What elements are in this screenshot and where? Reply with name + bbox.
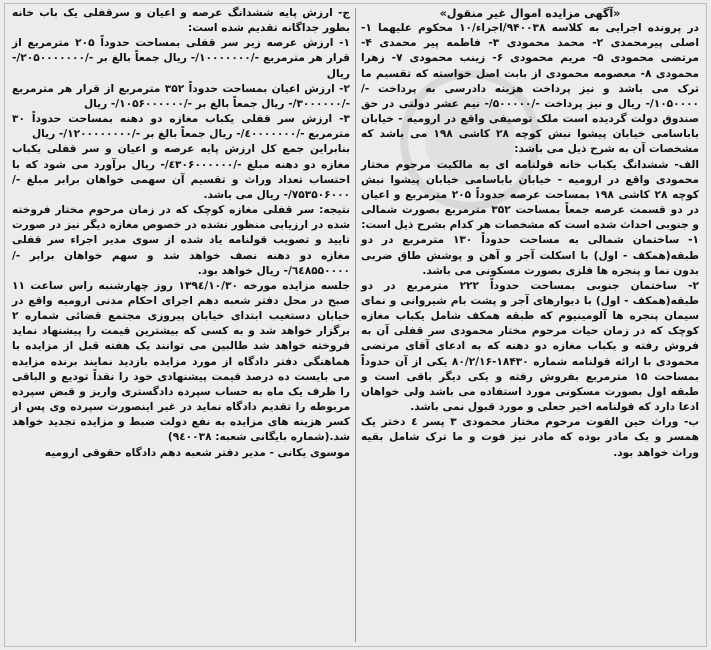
signature-line: موسوی یکانی - مدیر دفتر شعبه دهم دادگاه حقوقی ارومیه: [44, 446, 351, 459]
land-value-paragraph: ۱- ارزش عرصه زیر سر قفلی بمساحت حدوداً ۲۰۵ مترمربع از قرار هر مترمربع -/۱۰۰۰۰۰۰۰/- ریال جمعاً بالغ بر -/۲۰۵۰۰۰۰۰۰۰/- ریال: [12, 37, 351, 80]
result-paragraph: نتیجه: سر قفلی مغازه کوچک که در زمان مرحوم مختار فروخته شده در ارزیابی منظور نشده در خصوص مغازه دیگر نیز در صورت تایید و تصویب قولنامه یاد شده از سوی مدیر اجراء سر قفلی مغازه دو دهنه نصف خواهد شد و سهم خواهان برابر -/٦٤۸۵۵۰۰۰۰/- ریال خواهد بود.: [12, 204, 351, 277]
property-description-paragraph: الف- ششدانگ یکباب خانه قولنامه ای به مالکیت مرحوم مختار محمودی واقع در ارومیه - خیابان باباسامی خیابان پیشوا نبش کوچه ۲۸ کاشی ۱۹۸ بمساحت عرصه حدوداً ۲۰۵ مترمربع و اعیان در دو قسمت عرصه جمعاً بمساحت ۳۵۲ مترمربع بصورت شمالی و جنوبی احداث شده است که مشخصات هر کدام بشرح ذیل است:: [361, 158, 700, 232]
north-building-paragraph: ۱- ساختمان شمالی به مساحت حدوداً ۱۳۰ مترمربع در دو طبقه(همکف - اول) با اسکلت آجر و آهن و پوشش طاق ضربی بدون نما و پنجره ها فلزی بصورت مسکونی می باشد.: [361, 234, 699, 277]
notice-columns: [8, 6, 703, 644]
south-building-paragraph: ۲- ساختمان جنوبی بمساحت حدوداً ۲۲۲ مترمربع در دو طبقه(همکف - اول) با دیوارهای آجر و پشت بام شیروانی و نمای سیمان پنجره ها آلومینیوم که طبقه همکف شامل یکباب مغازه کوچک که در زمان حیات مرحوم مختار محمودی سر قفلی آن به فروش رفته و یکباب مغازه دو دهنه که به ادعای آقای مرتضی محمودی با ارائه قولنامه شماره ۱۸۴۳۰-۸۰/۲/۱۶ یکی از آن حدوداً بمساحت ۱۵ مترمربع بفروش رفته و یکی دیگر باقی است و طبقه اول بصورت مسکونی مورد استفاده می باشد ولی خواهان ادعا دارد که قولنامه اخیر جعلی و مورد قبول نمی باشد.: [361, 279, 700, 414]
valuation-heading: ج- ارزش پایه ششدانگ عرصه و اعیان و سرقفلی یک باب خانه بطور جداگانه تقدیم شده است:: [12, 7, 351, 35]
auction-session-paragraph: جلسه مزایده مورخه ۱۳۹٤/۱۰/۳۰ روز چهارشنبه راس ساعت ۱۱ صبح در محل دفتر شعبه دهم اجرای احکام مدنی ارومیه واقع در خیابان دستغیب ابتدای خیابان پیروزی مجتمع قضائی شماره ۲ برگزار خواهد شد و به کسی که بیشترین قیمت را پیشنهاد نماید فروخته خواهد شد طالبین می توانند یک هفته قبل از مزایده با هماهنگی دفتر دادگاه از مورد مزایده بازدید نمایند برنده مزایده می بایست ده درصد قیمت پیشنهادی خود را نقداً تودیع و الباقی را ظرف یک ماه به حساب سپرده دادگستری واریز و قبض سپرده مربوطه را تقدیم دادگاه نماید در غیر اینصورت سپرده وی پس از کسر هزینه های مزایده به نفع دولت ضبط و مزایده تجدید خواهد شد.(شماره بایگانی شعبه: ۹٤۰۰۳۸): [12, 279, 351, 444]
building-value-paragraph: ۲- ارزش اعیان بمساحت حدوداً ۳۵۲ مترمربع از قرار هر مترمربع -/۳۰۰۰۰۰۰/- ریال جمعاً بالغ بر -/۱۰۵۶۰۰۰۰۰۰/- ریال: [12, 82, 351, 110]
total-value-paragraph: بنابراین جمع کل ارزش پایه عرصه و اعیان و سر قفلی یکباب مغازه دو دهنه مبلغ -/٤۳۰۶۰۰۰۰۰۰/- ریال برآورد می شود که با احتساب تعداد وراث و تقسیم آن سهمی خواهان برابر مبلغ -/۷۵۳۵۰۶۰۰۰/- ریال می باشد.: [12, 143, 351, 201]
intro-paragraph: در پرونده اجرایی به کلاسه ۹۴۰۰۳۸/اجراء/۱۰ محکوم علیهما ۱- اصلی پیرمحمدی ۲- محمد محمودی ۳- فاطمه پیر محمدی ۴- مرتضی محمودی ۵- مریم محمودی ۶- زینب محمودی ۷- زهرا محمودی ۸- معصومه محمودی از بابت اصل خواسته که تقسیم ما ترک می باشد و نیز پرداخت هزینه دادرسی به پرداخت -/۱۰۵۰۰۰۰/- ریال و نیز پرداخت -/۵۰۰۰۰۰/- نیم عشر دولتی در حق صندوق دولت گردیده است ملک توصیفی واقع در ارومیه - خیابان باباسامی خیابان پیشوا نبش کوچه ۲۸ کاشی ۱۹۸ می باشد که مشخصات آن به شرح ذیل می باشد:: [361, 22, 699, 156]
right-column: [359, 6, 703, 644]
heirs-paragraph: ب- وراث حین الفوت مرحوم مختار محمودی ۳ پسر ٤ دختر یک همسر و یک مادر بوده که مادر نیز فوت و ما ترک شامل بقیه وراث خواهد بود.: [361, 416, 700, 459]
notice-title: «آگهی مزایده اموال غیر منقول»: [439, 7, 621, 20]
shop-value-paragraph: ۳- ارزش سر قفلی یکباب مغازه دو دهنه بمساحت حدوداً ۳۰ مترمربع -/٤۰۰۰۰۰۰۰/- ریال جمعاً بالغ بر -/۱۲۰۰۰۰۰۰۰۰/- ریال: [12, 113, 351, 141]
column-divider: [355, 8, 356, 642]
left-column: [8, 6, 352, 644]
